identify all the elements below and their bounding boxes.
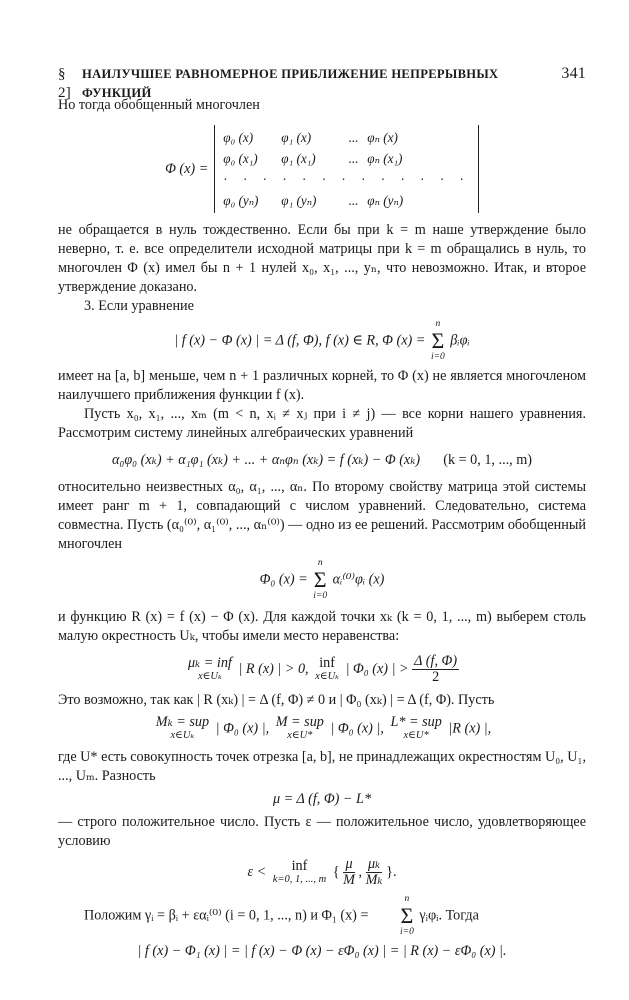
matrix-row: φ₀ (yₙ) φ₁ (yₙ) ... φₙ (yₙ) [223, 193, 404, 208]
paragraph: Это возможно, так как | R (xₖ) | = Δ (f, Φ) ≠ 0 и | Φ₀ (xₖ) | = Δ (f, Φ). Пусть [58, 692, 495, 708]
fraction: $\frac{\Delta (f, \Phi)}{2}$ [414, 653, 458, 685]
determinant-formula [58, 125, 586, 213]
equation-6: μ = Δ (f, Φ) − L* [272, 791, 372, 807]
sum-sign: n Σ i=0 [430, 319, 445, 362]
sum-sign: n Σ i=0 [313, 558, 328, 601]
equation-7: ε < inf k=0, 1, ..., m { $\frac{\mu}{M}$ , $\frac{\text{μₖ}}{\text{Mₖ}}$ }. [247, 856, 397, 888]
fraction: $\frac{\mu}{M}$ [343, 856, 355, 888]
determinant-matrix [214, 125, 479, 213]
paragraph: не обращается в нуль тождественно. Если бы при k = m наше утверждение было неверно, т. е. все определители исходной матрицы при k = m обращались в нуль, то многочлен Φ (x) имел бы n + 1 нулей x₀, x₁, ..., yₙ, что невозможно. Итак, и второе утверждение доказано. [58, 222, 586, 295]
fraction: $\frac{\text{μₖ}}{\text{Mₖ}}$ [365, 856, 383, 888]
paragraph: Пусть x₀, x₁, ..., xₘ (m < n, xᵢ ≠ xⱼ при i ≠ j) — все корни нашего уравнения. Рассмотрим систему линейных алгебраических уравнений [58, 406, 586, 441]
paragraph: где U* есть совокупность точек отрезка [a, b], не принадлежащих окрестностям U₀, U₁, ..., Uₘ. Разность [58, 749, 586, 784]
matrix-row: φ₀ (x₁) φ₁ (x₁) ... φₙ (x₁) [223, 151, 403, 166]
equation-3: Φ₀ (x) = n Σ i=0 αᵢ⁽⁰⁾φᵢ (x) [259, 558, 385, 601]
section-number: § 2] [58, 66, 71, 101]
paragraph: 3. Если уравнение [84, 298, 194, 314]
paragraph: Положим γᵢ = βᵢ + εαᵢ⁽⁰⁾ (i = 0, 1, ..., n) и Φ₁ (x) = n Σ i=0 γᵢφᵢ. Тогда [84, 894, 479, 937]
equation-5: Mₖ = sup x∈Uₖ | Φ₀ (x) |, M = sup x∈U* | Φ₀ (x) |, L* = sup x∈U* |R (x) |, [155, 714, 492, 741]
paragraph: относительно неизвестных α₀, α₁, ..., αₙ. По второму свойству матрица этой системы имеет ранг m + 1, совпадающий с числом уравнений. Следовательно, система совместна. Пусть (α₀⁽⁰⁾, α₁⁽⁰⁾, ..., αₙ⁽⁰⁾) — одно из ее решений. Рассмотрим обобщенный многочлен [58, 479, 586, 552]
equation-1: | f (x) − Φ (x) | = Δ (f, Φ), f (x) ∈ R, Φ (x) = n Σ i=0 βᵢφᵢ [174, 319, 470, 362]
equation-2: α₀φ₀ (xₖ) + α₁φ₁ (xₖ) + ... + αₙφₙ (xₖ) = f (xₖ) − Φ (xₖ) (k = 0, 1, ..., m) [111, 452, 533, 468]
paragraph: Но тогда обобщенный многочлен [58, 97, 260, 113]
matrix-row-dots: · · · · · · · · · · · · · [223, 172, 470, 187]
formula-lhs: Φ (x) = [165, 160, 209, 177]
book-page [58, 64, 586, 961]
paragraph: — строго положительное число. Пусть ε — положительное число, удовлетворяющее условию [58, 814, 586, 849]
matrix-row: φ₀ (x) φ₁ (x) ... φₙ (x) [223, 130, 398, 145]
paragraph: имеет на [a, b] меньше, чем n + 1 различных корней, то Φ (x) не является многочленом наилучшего приближения функции f (x). [58, 368, 586, 403]
equation-8: | f (x) − Φ₁ (x) | = | f (x) − Φ (x) − εΦ₀ (x) | = | R (x) − εΦ₀ (x) |. [137, 943, 507, 959]
equation-condition: (k = 0, 1, ..., m) [443, 452, 533, 468]
equation-4: μₖ = inf x∈Uₖ | R (x) | > 0, inf x∈Uₖ | Φ₀ (x) | > $\frac{\Delta (f, \Phi)}{2}$ [187, 653, 458, 685]
page-number: 341 [561, 65, 586, 82]
sum-sign: n Σ i=0 [400, 894, 414, 937]
running-header [58, 64, 586, 101]
paragraph: и функцию R (x) = f (x) − Φ (x). Для каждой точки xₖ (k = 0, 1, ..., m) выберем столь малую окрестность Uₖ, чтобы имели место неравенства: [58, 609, 586, 644]
chapter-title: НАИЛУЧШЕЕ РАВНОМЕРНОЕ ПРИБЛИЖЕНИЕ НЕПРЕРЫВНЫХ ФУНКЦИЙ [82, 67, 499, 100]
